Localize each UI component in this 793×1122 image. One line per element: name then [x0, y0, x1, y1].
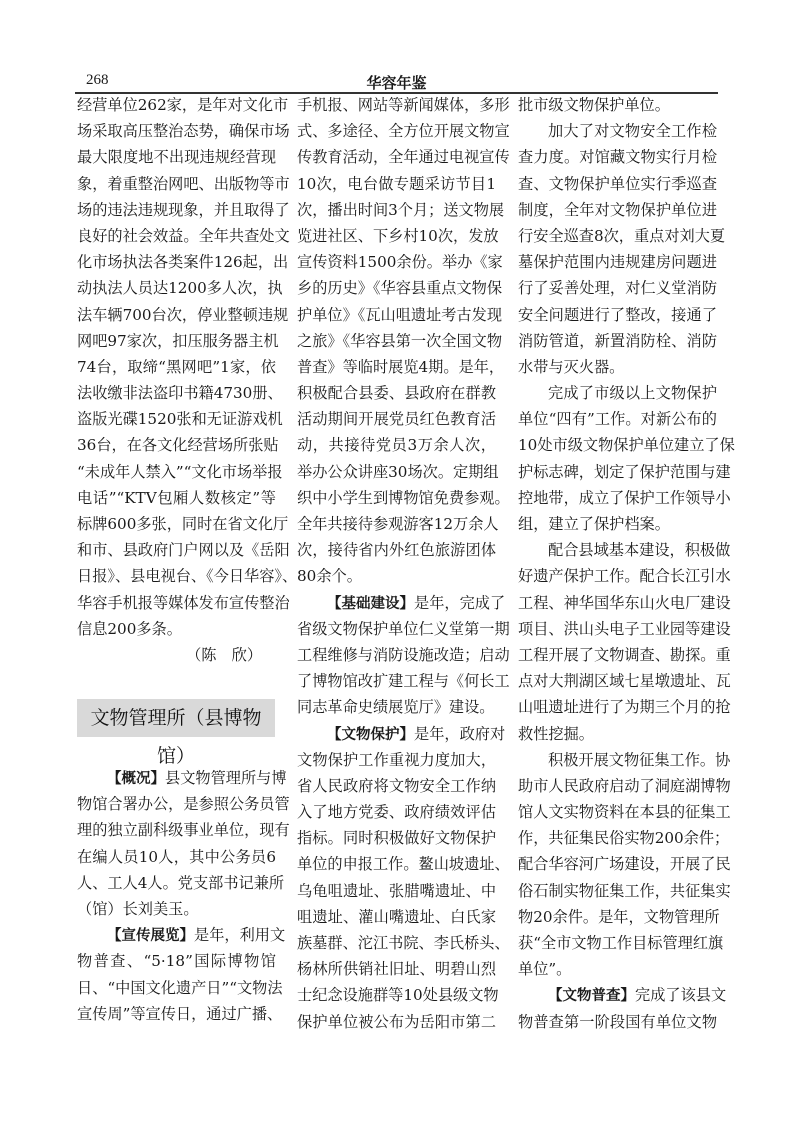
- line-text: 人、工人4人。党支部书记兼所: [77, 873, 285, 892]
- line-text: 是年，完成了: [414, 593, 506, 612]
- line-text: 县文物管理所与博: [165, 769, 287, 787]
- text-line: [518, 275, 717, 301]
- text-line: [518, 799, 731, 825]
- text-line: [297, 328, 503, 354]
- text-line: [77, 511, 289, 537]
- line-text: 查、文物保护单位实行季巡查: [518, 174, 717, 193]
- text-line: [297, 197, 505, 223]
- text-line: [77, 485, 276, 511]
- text-line: [297, 825, 496, 851]
- line-text: 士纪念设施群等10处县级文物: [297, 986, 499, 1005]
- text-line: [518, 249, 717, 275]
- line-text: 墓保护范围内违规建房问题进: [518, 253, 717, 272]
- line-text: 配合华容河广场建设，开展了民: [518, 855, 731, 874]
- text-line: [297, 485, 510, 511]
- text-line: [297, 354, 505, 380]
- text-line: [518, 851, 731, 877]
- line-text: 好遗产保护工作。配合长江引水: [518, 567, 731, 586]
- line-text: 网吧97家次，扣压服务器主机: [77, 331, 279, 350]
- line-text: 消防管道，新置消防栓、消防: [518, 331, 717, 350]
- line-text: 俗石制实物征集工作，共征集实: [518, 881, 731, 900]
- text-line: [297, 1009, 496, 1035]
- line-text: 馆人文实物资料在本县的征集工: [518, 803, 731, 822]
- subsection-heading: 【文物普查】: [548, 988, 635, 1005]
- line-text: 物普查第一阶段国有单位文物: [518, 1012, 717, 1031]
- text-line: [297, 92, 510, 118]
- line-text: 场采取高压整治态势，确保市场: [77, 122, 290, 141]
- subsection-heading: 【概况】: [107, 771, 165, 787]
- text-line: [518, 694, 731, 720]
- line-text: 宣传周”等宣传日，通过广播、: [77, 1004, 283, 1023]
- text-line: [297, 406, 496, 432]
- text-line: [77, 171, 290, 197]
- text-line: [518, 537, 731, 563]
- text-line: [77, 537, 290, 563]
- paragraph-block: [77, 765, 290, 1027]
- text-line: [518, 92, 717, 118]
- line-text: 日、“中国文化遗产日”“文物法: [77, 978, 283, 997]
- text-line: [518, 616, 731, 642]
- text-line: [77, 302, 289, 328]
- section-title: 文物管理所（县博物馆）: [77, 699, 275, 737]
- line-text: 完成了该县文: [635, 986, 727, 1005]
- text-line: [297, 878, 496, 904]
- text-line: [77, 118, 290, 144]
- line-text: 化市场执法各类案件126起，出: [77, 253, 289, 272]
- line-text: 场的违法违规现象，并且取得了: [77, 200, 290, 219]
- line-text: 良好的社会效益。全年共查处文: [77, 226, 290, 245]
- text-line: [297, 694, 496, 720]
- text-line: [518, 590, 731, 616]
- text-line: [518, 773, 731, 799]
- text-line: [518, 354, 717, 380]
- text-line: [518, 144, 717, 170]
- line-text: 式、多途径、全方位开展文物宣: [297, 122, 510, 141]
- text-line: [77, 791, 290, 817]
- line-text: 护单位》《瓦山咀遗址考古发现: [297, 305, 503, 324]
- subsection-heading: 【基础建设】: [327, 595, 414, 612]
- line-text: 工程开展了文物调查、勘探。重: [518, 645, 731, 664]
- text-line: [297, 118, 510, 144]
- line-text: 活动期间开展党员红色教育活: [297, 410, 496, 429]
- text-line: [297, 511, 499, 537]
- line-text: 法收缴非法盗印书籍4730册、: [77, 384, 283, 403]
- text-line: [518, 825, 730, 851]
- line-text: 作，共征集民俗实物200余件；: [518, 829, 730, 848]
- paragraph-block: [77, 92, 298, 668]
- line-text: 80余个。: [297, 567, 362, 586]
- text-line: [297, 982, 499, 1008]
- line-text: 标牌600多张，同时在省文化厅: [77, 515, 289, 533]
- text-line: [297, 223, 499, 249]
- line-text: 获“全市文物工作目标管理红旗: [518, 934, 724, 952]
- running-title: 华容年鉴: [366, 74, 427, 92]
- text-line: [297, 590, 506, 616]
- line-text: 在编人员10人，其中公务员6: [77, 847, 276, 866]
- text-line: [77, 870, 285, 896]
- line-text: 山咀遗址进行了为期三个月的抢: [518, 698, 731, 717]
- text-line: [297, 956, 496, 982]
- text-line: [77, 1001, 283, 1027]
- line-text: 咀遗址、灌山嘴遗址、白氏家: [297, 907, 496, 926]
- text-line: [77, 249, 289, 275]
- line-text: 次，播出时间3个月；送文物展: [297, 200, 505, 219]
- text-line: [297, 616, 510, 642]
- line-text: 文物保护工作重视力度加大，: [297, 750, 496, 769]
- line-text: 制度，全年对文物保护单位进: [518, 200, 717, 219]
- text-line: [518, 380, 717, 406]
- line-text: 工程、神华国华东山火电厂建设: [518, 593, 731, 612]
- page-number: 268: [86, 72, 109, 88]
- line-text: 指标。同时积极做好文物保护: [297, 829, 496, 848]
- line-text: 完成了市级以上文物保护: [548, 384, 717, 403]
- line-text: “未成年人禁入”“文化市场举报: [77, 462, 283, 481]
- text-line: [518, 302, 717, 328]
- text-line: [77, 563, 298, 589]
- line-text: 组，建立了保护档案。: [518, 515, 670, 533]
- line-text: 10处市级文物保护单位建立了保: [518, 436, 735, 455]
- text-line: [297, 930, 510, 956]
- text-line: [297, 773, 496, 799]
- text-line: [77, 616, 276, 642]
- text-line: [77, 922, 286, 948]
- line-text: 宣传资料1500余份。举办《家: [297, 253, 503, 272]
- line-text: 单位”。: [518, 960, 572, 979]
- line-text: 省级文物保护单位仁义堂第一期: [297, 619, 510, 638]
- line-text: 次，接待省内外红色旅游团体: [297, 541, 496, 560]
- line-text: 盗版光碟1520张和无证游戏机: [77, 410, 283, 429]
- text-line: [518, 328, 717, 354]
- text-line: [297, 747, 496, 773]
- paragraph-block: [297, 92, 510, 1035]
- line-text: 法车辆700台次，停业整顿违规: [77, 305, 289, 324]
- text-line: [518, 118, 717, 144]
- line-text: 物馆合署办公，是参照公务员管: [77, 795, 290, 814]
- subsection-heading: 【文物保护】: [327, 726, 414, 743]
- line-text: 保护单位被公布为岳阳市第二: [297, 1012, 496, 1031]
- line-text: 览进社区、下乡村10次，发放: [297, 226, 499, 245]
- text-line: [77, 144, 276, 170]
- text-line: [77, 197, 290, 223]
- paragraph-block: [518, 92, 735, 1035]
- line-text: 单位的申报工作。鳌山坡遗址、: [297, 855, 510, 874]
- line-text: 乡的历史》《华容县重点文物保: [297, 279, 503, 298]
- text-line: [297, 668, 510, 694]
- text-line: [518, 1009, 717, 1035]
- line-text: 之旅》《华容县第一次全国文物: [297, 331, 503, 350]
- text-line: [518, 459, 731, 485]
- text-line: [518, 197, 717, 223]
- subsection-heading: 【宣传展览】: [107, 928, 194, 945]
- text-line: [518, 930, 724, 956]
- line-text: 单位“四有”工作。对新公布的: [518, 410, 717, 429]
- line-text: 全年共接待参观游客12万余人: [297, 515, 499, 533]
- text-line: [297, 249, 503, 275]
- line-text: 物普查、“5·18”国际博物馆: [77, 952, 276, 971]
- text-line: [77, 406, 283, 432]
- line-text: 同志革命史绩展览厅》建设。: [297, 698, 495, 717]
- line-text: 是年，利用文: [194, 926, 286, 945]
- line-text: 信息200多条。: [77, 619, 182, 638]
- text-line: [297, 642, 510, 668]
- line-text: 批市级文物保护单位。: [518, 96, 670, 114]
- text-line: [77, 432, 279, 458]
- line-text: 项目、洪山头电子工业园等建设: [518, 619, 731, 638]
- text-line: [518, 642, 731, 668]
- line-text: 织中小学生到博物馆免费参观。: [297, 488, 510, 507]
- line-text: 手机报、网站等新闻媒体，多形: [297, 96, 510, 114]
- line-text: 行安全巡查8次，重点对刘大夏: [518, 226, 726, 245]
- text-line: [77, 590, 290, 616]
- text-line: [518, 223, 726, 249]
- line-text: 日报》、县电视台、《今日华容》、: [77, 567, 298, 586]
- text-line: [297, 851, 510, 877]
- text-line: [518, 485, 731, 511]
- line-text: 物20余件。是年，文物管理所: [518, 907, 720, 926]
- text-line: [518, 956, 717, 982]
- line-text: 杨林所供销社旧址、明碧山烈: [297, 960, 496, 979]
- text-line: [297, 799, 496, 825]
- text-line: [77, 844, 276, 870]
- line-text: 36台，在各文化经营场所张贴: [77, 436, 279, 455]
- line-text: 最大限度地不出现违规经营现: [77, 148, 276, 167]
- text-line: [518, 878, 731, 904]
- text-line: [297, 171, 496, 197]
- line-text: 动执法人员达1200多人次，执: [77, 279, 283, 298]
- line-text: 积极配合县委、县政府在群教: [297, 384, 496, 403]
- line-text: 助市人民政府启动了洞庭湖博物: [518, 776, 731, 795]
- text-line: [297, 904, 496, 930]
- line-text: 象，着重整治网吧、出版物等市: [77, 174, 290, 193]
- line-text: 理的独立副科级事业单位，现有: [77, 821, 290, 840]
- text-line: [518, 747, 731, 773]
- text-line: [77, 223, 290, 249]
- line-text: 工程维修与消防设施改造；启动: [297, 645, 510, 664]
- text-line: [297, 721, 506, 747]
- text-line: [77, 328, 279, 354]
- line-text: 传教育活动，全年通过电视宣传: [297, 148, 510, 167]
- text-line: [77, 459, 283, 485]
- line-text: 省人民政府将文物安全工作纳: [297, 776, 496, 795]
- text-line: [518, 171, 717, 197]
- line-text: 10次，电台做专题采访节目1: [297, 174, 496, 193]
- line-text: 点对大荆湖区域七星墩遗址、瓦: [518, 672, 731, 691]
- text-line: [297, 275, 503, 301]
- line-text: 行了妥善处理，对仁义堂消防: [518, 279, 717, 298]
- text-line: [77, 896, 276, 922]
- line-text: 74台，取缔“黑网吧”1家，依: [77, 357, 276, 376]
- text-line: [518, 406, 717, 432]
- text-line: [77, 92, 289, 118]
- line-text: 族墓群、沱江书院、李氏桥头、: [297, 934, 510, 952]
- text-line: [77, 380, 283, 406]
- line-text: 是年，政府对: [414, 724, 506, 743]
- line-text: 护标志碑，划定了保护范围与建: [518, 462, 731, 481]
- text-line: [518, 511, 717, 537]
- line-text: 水带与灭火器。: [518, 357, 625, 376]
- text-line: [297, 144, 510, 170]
- text-line: [77, 975, 283, 1001]
- line-text: 动，共接待党员3万余人次，: [297, 436, 496, 455]
- line-text: 和市、县政府门户网以及《岳阳: [77, 541, 290, 560]
- text-line: [518, 432, 735, 458]
- line-text: 乌龟咀遗址、张腊嘴遗址、中: [297, 881, 496, 900]
- line-text: 配合县域基本建设，积极做: [548, 541, 731, 560]
- text-line: [77, 948, 276, 974]
- line-text: 电话”“KTV包厢人数核定”等: [77, 488, 276, 507]
- line-text: 了博物馆改扩建工程与《何长工: [297, 672, 510, 691]
- text-line: [297, 380, 496, 406]
- text-line: [297, 537, 496, 563]
- text-line: [518, 563, 731, 589]
- line-text: 经营单位262家，是年对文化市: [77, 96, 289, 114]
- line-text: 救性挖掘。: [518, 724, 594, 743]
- line-text: 华容手机报等媒体发布宣传整治: [77, 593, 290, 612]
- line-text: 控地带，成立了保护工作领导小: [518, 488, 731, 507]
- line-text: 入了地方党委、政府绩效评估: [297, 803, 496, 822]
- text-line: [518, 721, 717, 747]
- text-line: [518, 982, 727, 1008]
- text-line: [297, 432, 496, 458]
- text-line: [297, 302, 503, 328]
- line-text: 普查》等临时展览4期。是年，: [297, 357, 505, 376]
- text-line: [297, 459, 499, 485]
- line-text: （馆）长刘美玉。: [77, 899, 199, 918]
- text-line: [77, 817, 290, 843]
- line-text: 查力度。对馆藏文物实行月检: [518, 148, 717, 167]
- text-line: [77, 354, 276, 380]
- line-text: 积极开展文物征集工作。协: [548, 750, 731, 769]
- line-text: 举办公众讲座30场次。定期组: [297, 462, 499, 481]
- line-text: 安全问题进行了整改，接通了: [518, 305, 717, 324]
- text-line: [518, 904, 720, 930]
- text-line: [518, 668, 731, 694]
- line-text: 加大了对文物安全工作检: [548, 122, 717, 141]
- author-attribution: [77, 642, 276, 668]
- line-text: （陈 欣）: [186, 645, 262, 664]
- text-line: [297, 563, 496, 589]
- text-line: [77, 275, 283, 301]
